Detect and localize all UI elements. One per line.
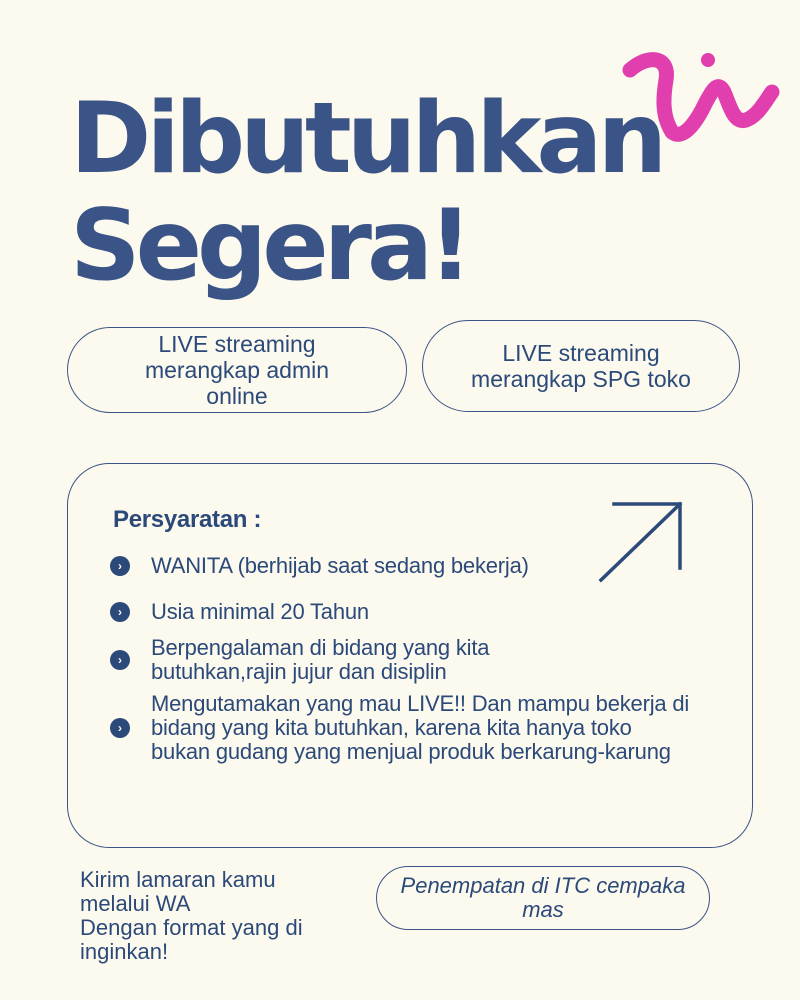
instruction-line-2: melalui WA [80,891,191,916]
requirement-text: Mengutamakan yang mau LIVE!! Dan mampu bekerja di bidang yang kita butuhkan, karena kita hanya toko bukan gudang yang menjual produk berkarung-karung [151,691,690,764]
requirement-text: Usia minimal 20 Tahun [151,599,369,624]
position-spg-line-1: LIVE streaming [502,340,660,366]
requirement-item [110,554,740,578]
placement-line-1: Penempatan di ITC cempaka [400,873,686,898]
instruction-line-4: inginkan! [80,939,169,964]
chevron-right-circle-icon: › [110,556,130,576]
requirement-item [110,636,740,684]
chevron-right-circle-icon: › [110,650,130,670]
placement-line-2: mas [522,897,564,922]
instruction-line-3: Dengan format yang di [80,915,303,940]
requirement-item [110,600,740,624]
position-admin-line-1: LIVE streaming [158,331,316,357]
requirements-card [67,463,753,848]
headline-line-2: Segera! [70,189,468,303]
chevron-right-circle-icon: › [110,602,130,622]
position-pill-admin-online [67,327,407,413]
position-admin-line-3: online [206,383,268,409]
application-instructions [80,868,380,964]
instruction-line-1: Kirim lamaran kamu [80,867,276,892]
requirements-title: Persyaratan : [113,506,262,533]
position-admin-line-2: merangkap admin [144,357,330,383]
placement-location-pill [376,866,710,930]
requirement-item [110,692,740,764]
headline-line-1: Dibutuhkan [70,82,663,196]
position-pill-spg-toko [422,320,740,412]
position-spg-line-2: merangkap SPG toko [471,366,691,392]
requirement-text: WANITA (berhijab saat sedang bekerja) [151,553,529,578]
chevron-right-circle-icon: › [110,718,130,738]
requirement-text: Berpengalaman di bidang yang kita butuhkan,rajin jujur dan disiplin [151,635,490,684]
brand-logo-icon [622,40,780,148]
